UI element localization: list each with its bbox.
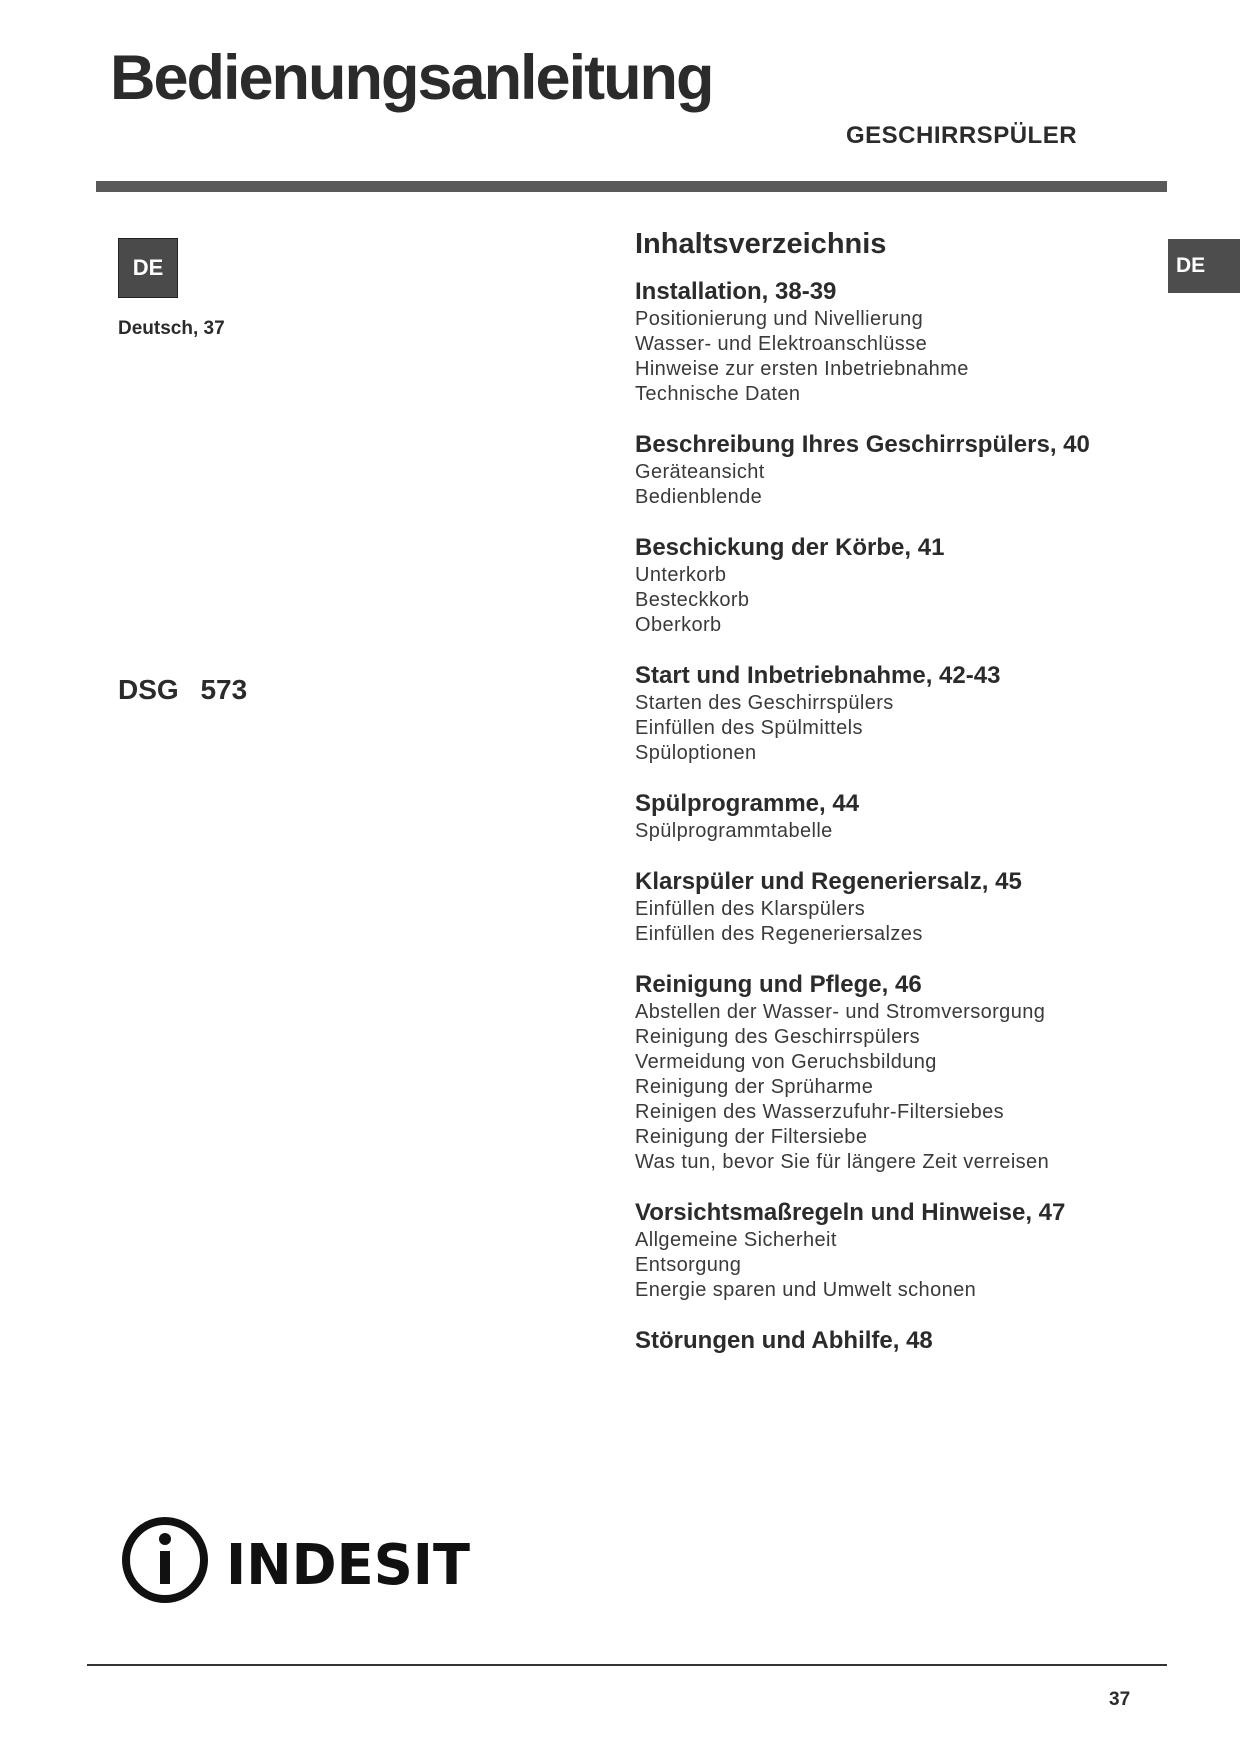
toc-section-title: Spülprogramme, 44 <box>635 790 860 817</box>
toc-item: Hinweise zur ersten Inbetriebnahme <box>635 358 969 380</box>
table-of-contents <box>635 228 1155 1379</box>
toc-item: Reinigung der Filtersiebe <box>635 1126 868 1148</box>
toc-item: Technische Daten <box>635 383 801 405</box>
toc-section <box>635 430 1155 510</box>
toc-section <box>635 533 1155 638</box>
product-category: GESCHIRRSPÜLER <box>846 122 1078 149</box>
toc-section <box>635 1198 1155 1303</box>
language-badge: DE <box>118 238 178 298</box>
toc-item: Bedienblende <box>635 486 763 508</box>
toc-section <box>635 867 1155 947</box>
header-divider <box>96 181 1167 192</box>
toc-section <box>635 277 1155 407</box>
footer-divider <box>87 1664 1167 1666</box>
toc-section-title: Beschreibung Ihres Geschirrspülers, 40 <box>635 431 1090 458</box>
toc-item: Spüloptionen <box>635 742 757 764</box>
toc-item: Reinigen des Wasserzufuhr-Filtersiebes <box>635 1101 1005 1123</box>
toc-item: Unterkorb <box>635 564 727 586</box>
page-number: 37 <box>1109 1689 1131 1710</box>
toc-section <box>635 661 1155 766</box>
toc-section-title: Klarspüler und Regeneriersalz, 45 <box>635 868 1022 895</box>
toc-heading: Inhaltsverzeichnis <box>635 228 887 260</box>
toc-section-title: Beschickung der Körbe, 41 <box>635 534 945 561</box>
logo-wordmark: INDESIT <box>226 1533 470 1598</box>
toc-item: Allgemeine Sicherheit <box>635 1229 837 1251</box>
toc-item: Starten des Geschirrspülers <box>635 692 894 714</box>
toc-item: Spülprogrammtabelle <box>635 820 833 842</box>
toc-item: Einfüllen des Spülmittels <box>635 717 863 739</box>
toc-section-title: Start und Inbetriebnahme, 42-43 <box>635 662 1001 689</box>
model-number: DSG 573 <box>118 674 248 705</box>
toc-section <box>635 970 1155 1175</box>
toc-item: Vermeidung von Geruchsbildung <box>635 1051 937 1073</box>
toc-item: Reinigung des Geschirrspülers <box>635 1026 921 1048</box>
toc-section-title: Störungen und Abhilfe, 48 <box>635 1327 933 1354</box>
document-title: Bedienungsanleitung <box>110 43 713 113</box>
toc-sections <box>635 277 1155 1356</box>
toc-section-title: Reinigung und Pflege, 46 <box>635 971 922 998</box>
toc-section-title: Vorsichtsmaßregeln und Hinweise, 47 <box>635 1199 1066 1226</box>
language-index: Deutsch, 37 <box>118 318 225 339</box>
toc-item: Einfüllen des Klarspülers <box>635 898 866 920</box>
toc-item: Oberkorb <box>635 614 722 636</box>
indesit-i-circle-icon <box>126 1521 204 1599</box>
toc-item: Was tun, bevor Sie für längere Zeit verreisen <box>635 1151 1050 1173</box>
toc-item: Entsorgung <box>635 1254 742 1276</box>
toc-item: Abstellen der Wasser- und Stromversorgung <box>635 1001 1046 1023</box>
toc-item: Wasser- und Elektroanschlüsse <box>635 333 928 355</box>
toc-item: Geräteansicht <box>635 461 765 483</box>
toc-item: Besteckkorb <box>635 589 750 611</box>
indesit-logo <box>120 1510 480 1610</box>
toc-item: Energie sparen und Umwelt schonen <box>635 1279 977 1301</box>
toc-section-title: Installation, 38-39 <box>635 278 837 305</box>
toc-item: Einfüllen des Regeneriersalzes <box>635 923 923 945</box>
toc-item: Positionierung und Nivellierung <box>635 308 924 330</box>
toc-section <box>635 1326 1155 1356</box>
toc-item: Reinigung der Sprüharme <box>635 1076 874 1098</box>
toc-section <box>635 789 1155 844</box>
language-side-tab: DE <box>1168 239 1240 293</box>
